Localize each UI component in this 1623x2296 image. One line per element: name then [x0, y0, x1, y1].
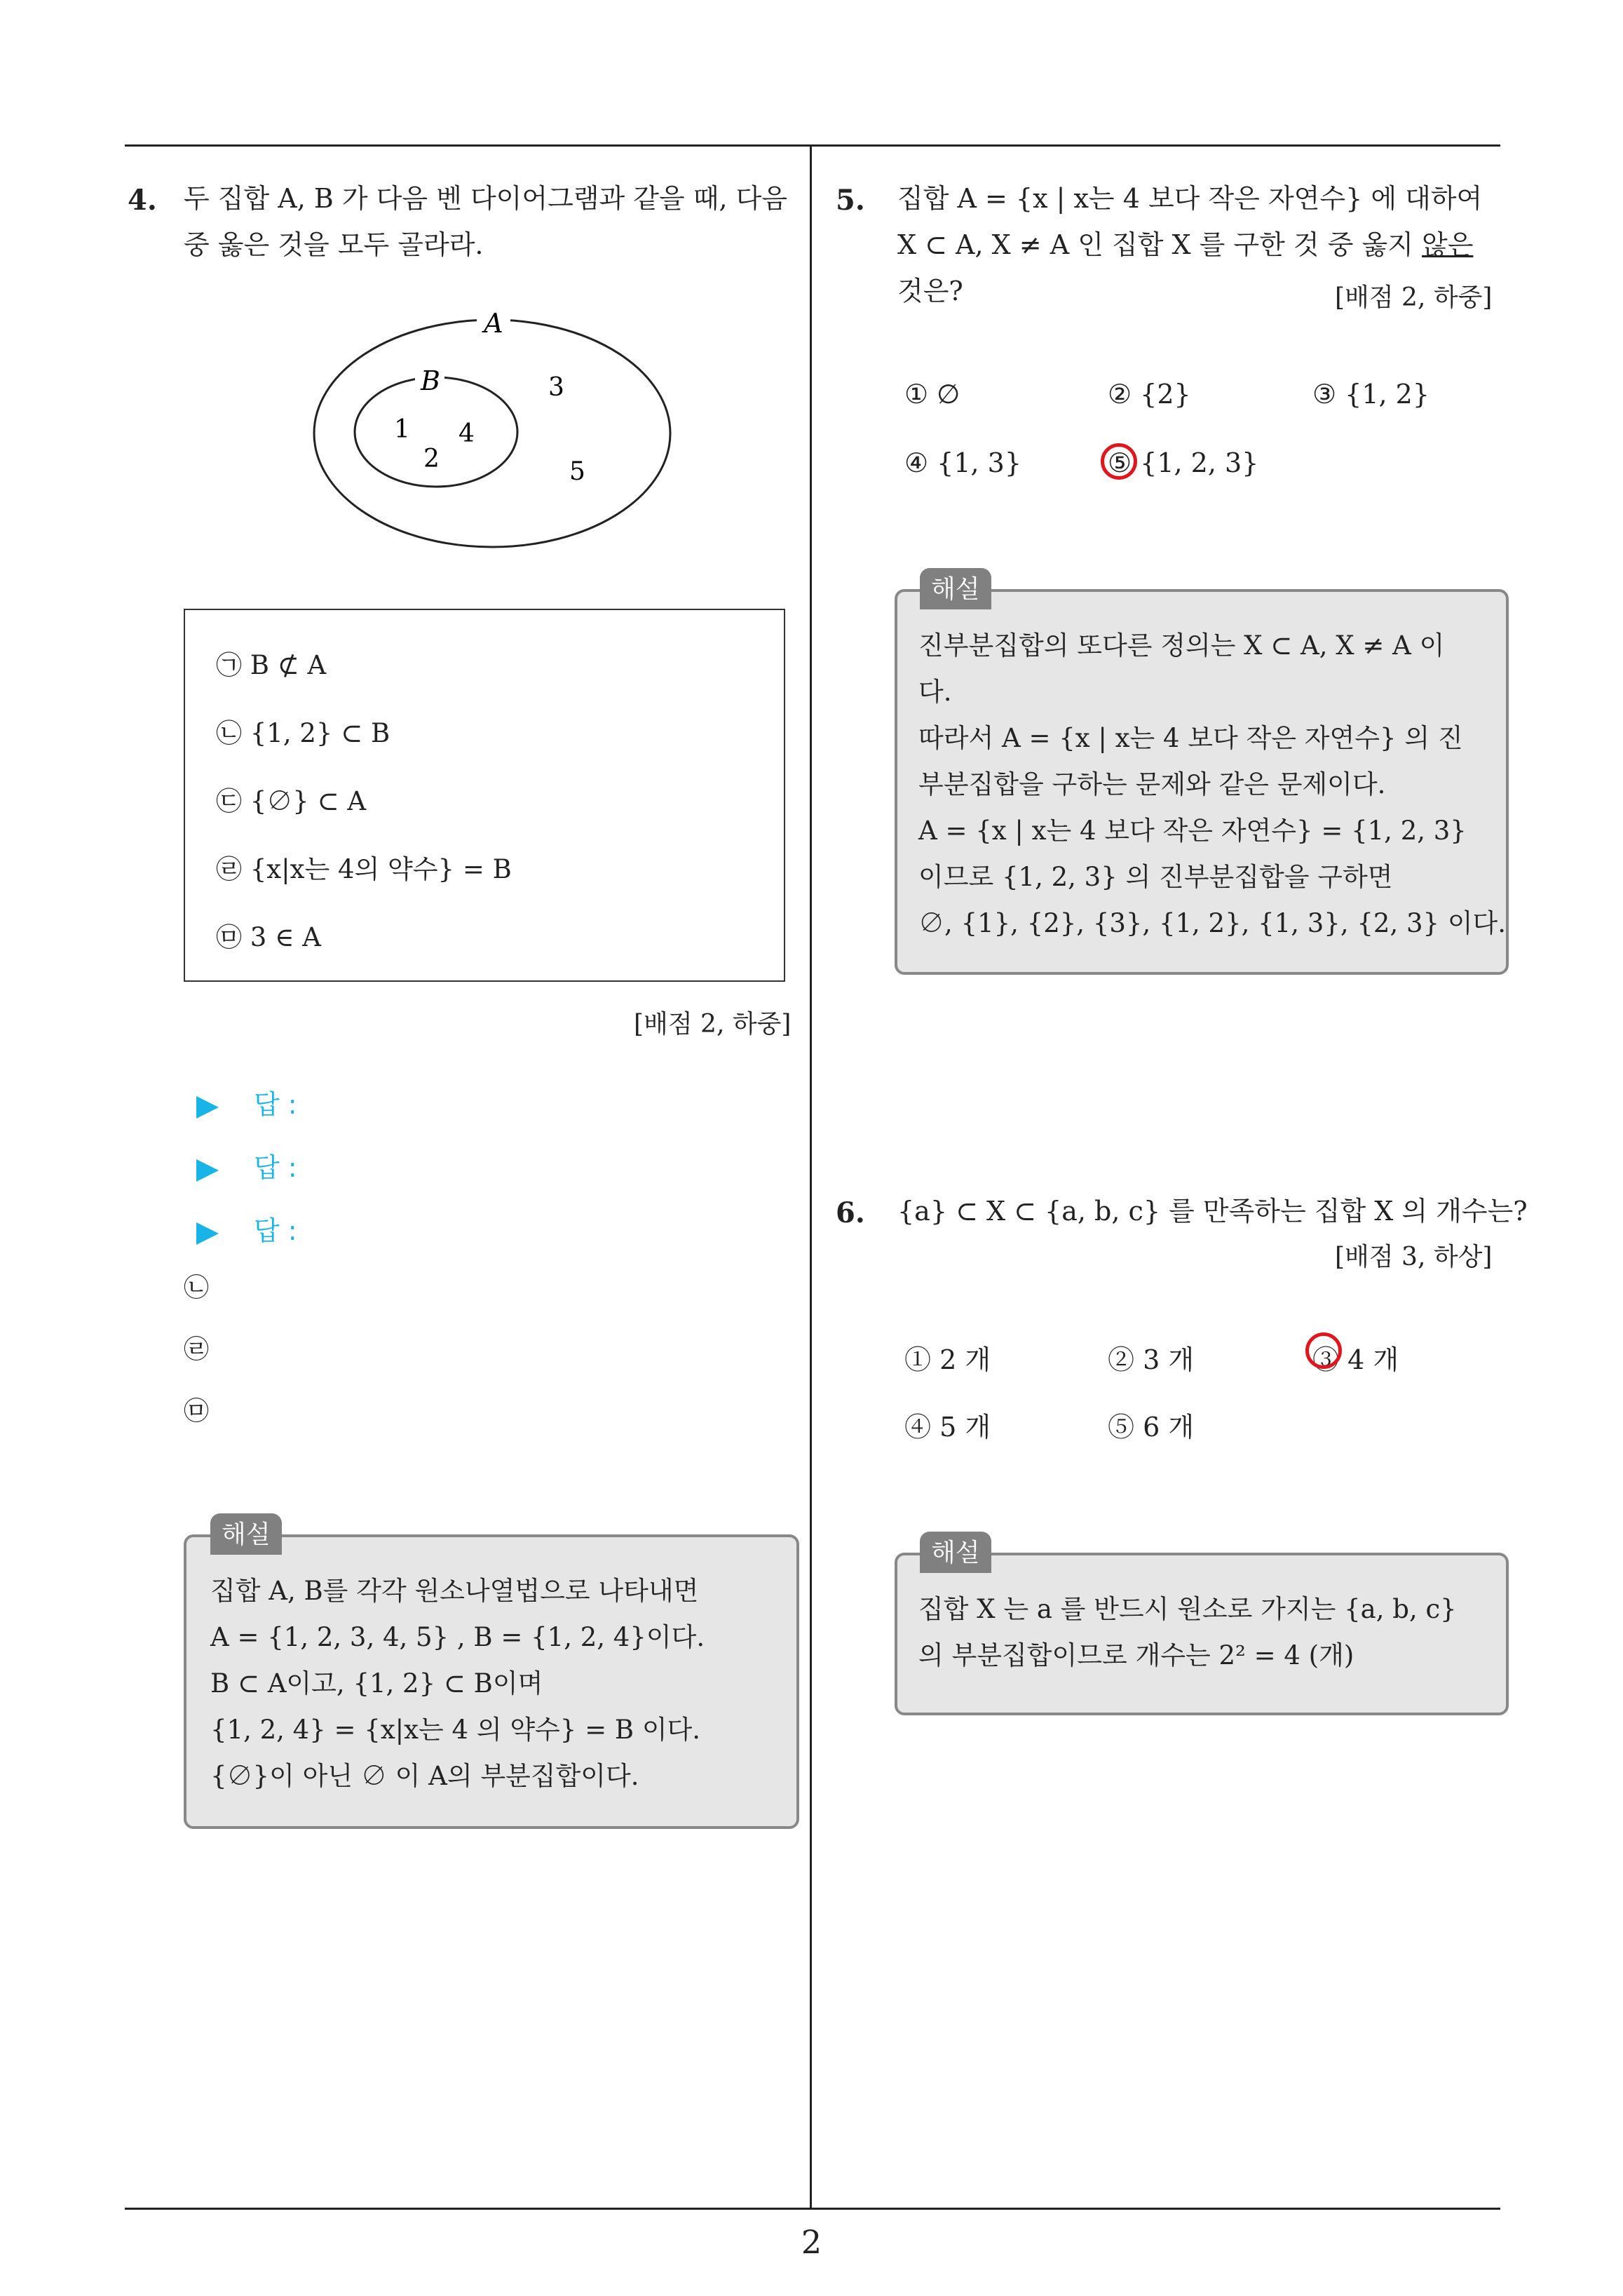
venn-diagram [308, 302, 687, 561]
statement-3: ㉢ {∅} ⊂ A [216, 786, 367, 816]
q4-solution-tag: 해설 [210, 1513, 282, 1555]
answer-triangle-icon [196, 1222, 219, 1245]
q5-choice-4[interactable]: ④ {1, 3} [904, 447, 1022, 478]
q5-solution-line4: 부분집합을 구하는 문제와 같은 문제이다. [918, 769, 1386, 799]
q6-solution-tag: 해설 [920, 1532, 991, 1573]
q6-choice-2[interactable]: ② 3 개 [1108, 1344, 1195, 1375]
venn-inner-label: B [421, 365, 440, 396]
q5-solution-line5: A = {x | x는 4 보다 작은 자연수} = {1, 2, 3} [918, 816, 1467, 846]
q5-solution-line3: 따라서 A = {x | x는 4 보다 작은 자연수} 의 진 [918, 723, 1463, 753]
q5-choice-1[interactable]: ① ∅ [904, 379, 960, 410]
column-divider [810, 146, 812, 2209]
statement-2: ㉡ {1, 2} ⊂ B [216, 718, 391, 748]
q5-stem-line2-text: X ⊂ A, X ≠ A 인 집합 X 를 구한 것 중 옳지 [897, 229, 1422, 260]
answer-triangle-icon [196, 1159, 219, 1182]
q5-stem-underlined: 않은 [1422, 229, 1474, 260]
page-number: 2 [801, 2223, 822, 2261]
q5-choice-5[interactable]: ⑤ {1, 2, 3} [1108, 447, 1259, 478]
q5-score: [배점 2, 하중] [1335, 283, 1493, 312]
answer-row-1 [196, 1083, 297, 1121]
q4-solution-box [184, 1534, 799, 1829]
q5-choice-2[interactable]: ② {2} [1108, 379, 1191, 410]
q5-solution-line6: 이므로 {1, 2, 3} 의 진부분집합을 구하면 [918, 862, 1393, 892]
answer-row-3 [196, 1209, 297, 1248]
q5-solution-tag: 해설 [920, 568, 991, 609]
venn-element-1: 1 [394, 415, 410, 444]
venn-element-5: 5 [569, 457, 585, 486]
q6-answer-circle-mark [1305, 1332, 1342, 1369]
answer-value-1: ㉡ [184, 1274, 210, 1302]
q6-solution-line1: 집합 X 는 a 를 반드시 원소로 가지는 {a, b, c} [918, 1594, 1457, 1624]
q4-solution-line4: {1, 2, 4} = {x|x는 4 의 약수} = B 이다. [210, 1715, 701, 1745]
answer-triangle-icon [196, 1096, 219, 1119]
q5-number: 5. [836, 184, 865, 217]
q5-solution-line2: 다. [918, 677, 952, 707]
statement-4: ㉣ {x|x는 4의 약수} = B [216, 854, 512, 884]
q4-solution-line1: 집합 A, B를 각각 원소나열법으로 나타내면 [210, 1576, 699, 1606]
q4-stem-line2: 중 옳은 것을 모두 골라라. [184, 229, 484, 260]
statement-5: ㉤ 3 ∈ A [216, 922, 321, 952]
answer-value-3: ㉤ [184, 1397, 210, 1426]
q4-solution-line3: B ⊂ A이고, {1, 2} ⊂ B이며 [210, 1668, 543, 1699]
answer-label: 답 : [254, 1215, 297, 1246]
q6-stem-line1: {a} ⊂ X ⊂ {a, b, c} 를 만족하는 집합 X 의 개수는? [897, 1196, 1528, 1227]
q5-solution-line1: 진부분집합의 또다른 정의는 X ⊂ A, X ≠ A 이 [918, 630, 1445, 661]
venn-outer-label: A [484, 308, 503, 339]
statements-box [184, 609, 785, 982]
q5-stem-line3: 것은? [897, 276, 963, 306]
q6-choice-4[interactable]: ④ 5 개 [904, 1412, 991, 1443]
q6-number: 6. [836, 1196, 865, 1229]
q5-answer-circle-mark [1101, 443, 1137, 480]
q4-stem-line1: 두 집합 A, B 가 다음 벤 다이어그램과 같을 때, 다음 [184, 183, 788, 214]
q6-score: [배점 3, 하상] [1335, 1243, 1493, 1271]
q6-choice-3[interactable]: ③ 4 개 [1312, 1344, 1399, 1375]
bottom-rule [125, 2208, 1500, 2210]
venn-element-3: 3 [548, 373, 564, 402]
top-rule [125, 144, 1500, 147]
q4-solution-line2: A = {1, 2, 3, 4, 5} , B = {1, 2, 4}이다. [210, 1622, 705, 1652]
answer-label: 답 : [254, 1152, 297, 1183]
statement-1: ㉠ B ⊄ A [216, 650, 327, 680]
q6-choice-1[interactable]: ① 2 개 [904, 1344, 991, 1375]
answer-value-2: ㉣ [184, 1335, 210, 1364]
answer-label: 답 : [254, 1089, 297, 1120]
q5-stem-line2 [897, 222, 1473, 268]
q5-stem-line1: 집합 A = {x | x는 4 보다 작은 자연수} 에 대하여 [897, 183, 1483, 214]
venn-element-2: 2 [423, 445, 440, 473]
venn-element-4: 4 [459, 419, 475, 448]
answer-row-2 [196, 1146, 297, 1184]
q6-solution-line2: 의 부분집합이므로 개수는 2² = 4 (개) [918, 1640, 1354, 1670]
q5-choice-3[interactable]: ③ {1, 2} [1312, 379, 1430, 410]
q5-solution-line7: ∅, {1}, {2}, {3}, {1, 2}, {1, 3}, {2, 3} 이다. [918, 908, 1507, 938]
q4-number: 4. [128, 184, 157, 217]
q4-score: [배점 2, 하중] [634, 1010, 792, 1039]
q6-solution-box [895, 1553, 1509, 1715]
q6-choice-5[interactable]: ⑤ 6 개 [1108, 1412, 1195, 1443]
q5-solution-box [895, 589, 1509, 975]
q4-solution-line5: {∅}이 아닌 ∅ 이 A의 부분집합이다. [210, 1761, 639, 1791]
